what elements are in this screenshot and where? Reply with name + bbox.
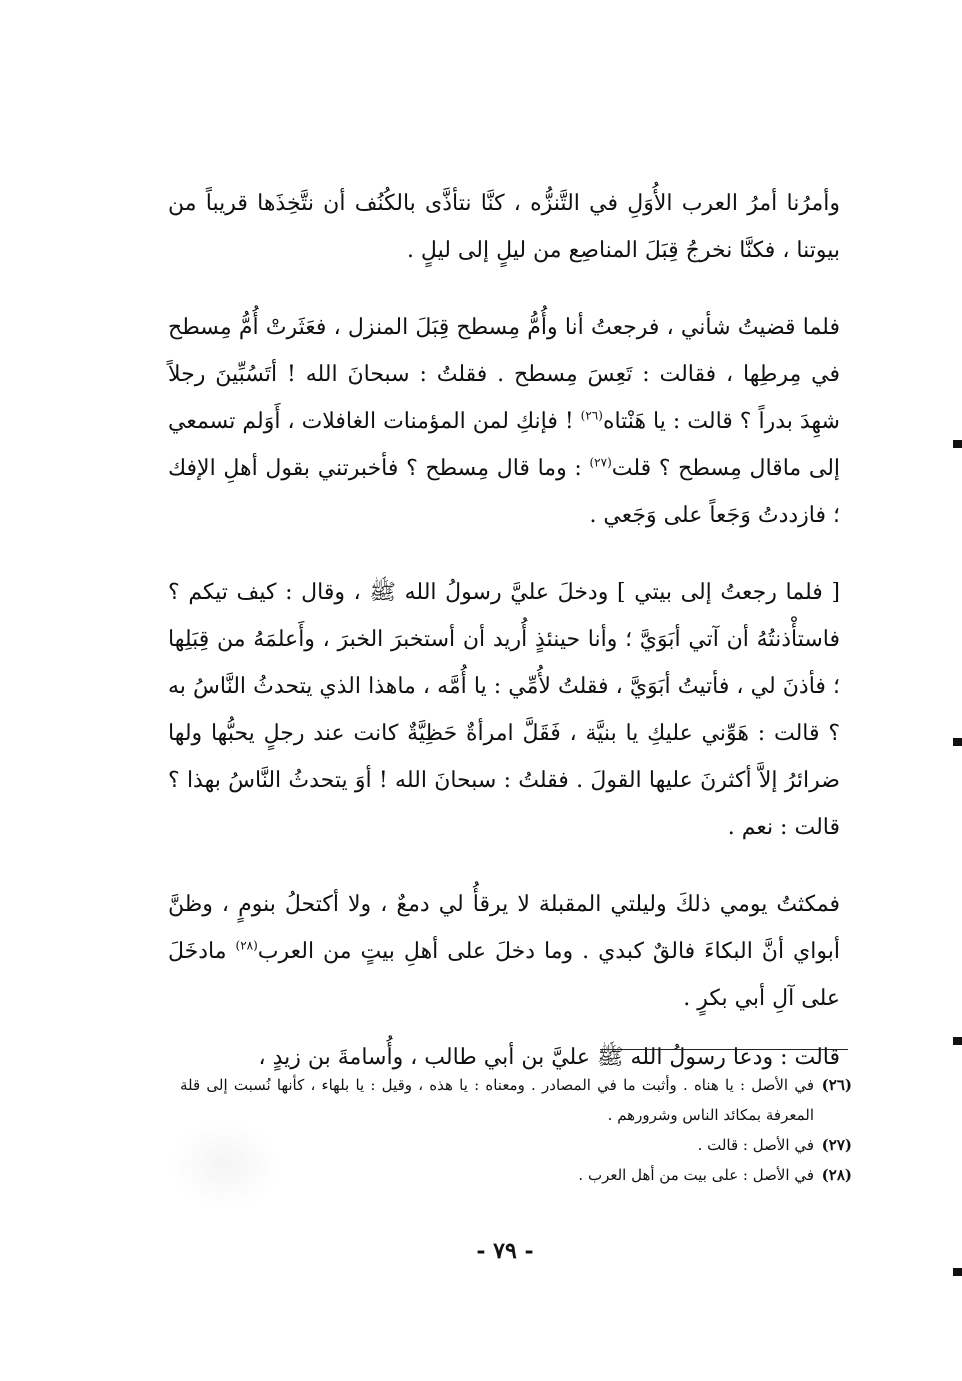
footnote-text: في الأصل : قالت . bbox=[697, 1136, 814, 1154]
footnote-26 bbox=[180, 1070, 852, 1130]
paragraph-text: مادخَلَ على آلِ أبي بكرٍ . bbox=[168, 939, 840, 1011]
edge-mark bbox=[953, 738, 962, 746]
edge-mark bbox=[953, 1268, 962, 1276]
paragraph-text: [ فلما رجعتُ إلى بيتي ] ودخلَ عليَّ رسولُ الله ﷺ ، وقال : كيف تيكم ؟ فاستأْذنتُهُ أن آتي أبَوَيَّ ؛ وأنا حينئذٍ أُريد أن أستخبرَ الخبرَ ، وأَعلمَهُ من قِبَلِها ؛ فأذنَ لي ، فأتيتُ أبَوَيَّ ، فقلتُ لأُمِّي : يا أُمَّه ، ماهذا الذي يتحدثُ النَّاسُ به ؟ قالت : هَوِّني عليكِ يا بنيَّة ، فَقَلَّ امرأةٌ حَظِيَّةٌ كانت عند رجلٍ يحبُّها ولها ضرائرُ إلاَّ أكثرنَ عليها القولَ . فقلتُ : سبحانَ الله ! أوَ يتحدثُ النَّاسُ بهذا ؟ قالت : نعم . bbox=[168, 580, 840, 840]
paragraph-3 bbox=[168, 569, 840, 851]
paragraph-text: : وما قال مِسطح ؟ فأخبرتني بقول أهلِ الإفك ؛ فازددتُ وَجَعاً على وَجَعي . bbox=[168, 456, 840, 528]
main-text bbox=[168, 180, 840, 1081]
paragraph-text: ! فإنكِ لمن المؤمنات الغافلات ، أَوَلم تسمعي إلى ماقال مِسطح ؟ قلت bbox=[168, 409, 841, 481]
footnote-ref-26[interactable]: (٢٦) bbox=[580, 408, 603, 423]
footnote-ref-28[interactable]: (٢٨) bbox=[235, 938, 258, 953]
footnotes bbox=[180, 1070, 852, 1190]
footnote-text: في الأصل : يا هناه . وأثبت ما في المصادر . ومعناه : يا هذه ، وقيل : يا بلهاء ، كأنها نُسبت إلى قلة المعرفة بمكائد الناس وشرورهم . bbox=[180, 1076, 814, 1124]
paragraph-1 bbox=[168, 180, 840, 274]
paragraph-text: فمكثتُ يومي ذلكَ وليلتي المقبلة لا يرقأُ لي دمعٌ ، ولا أكتحلُ بنومٍ ، وظنَّ أبواي أنَّ البكاءَ فالقٌ كبدي . وما دخلَ على أهلِ بيتٍ من العرب bbox=[168, 892, 840, 964]
page-number: - ٧٩ - bbox=[476, 1238, 534, 1264]
scan-smudge bbox=[170, 1120, 280, 1210]
footnote-27 bbox=[180, 1130, 852, 1160]
footnote-text: في الأصل : على بيت من أهل العرب . bbox=[578, 1166, 814, 1184]
footnote-separator bbox=[600, 1049, 848, 1050]
footnote-28 bbox=[180, 1160, 852, 1190]
edge-mark bbox=[953, 440, 962, 448]
paragraph-text: فلما قضيتُ شأني ، فرجعتُ أنا وأُمُّ مِسطح قِبَلَ المنزل ، فعَثَرتْ أُمُّ مِسطح في مِرطِها ، فقالت : تَعِسَ مِسطح . فقلتُ : سبحانَ الله ! أتَسُبِّينَ رجلاً شهِدَ بدراً ؟ قالت : يا هَنْتاه bbox=[168, 315, 840, 434]
edge-mark bbox=[953, 1037, 962, 1045]
footnote-ref-27[interactable]: (٢٧) bbox=[589, 455, 612, 470]
paragraph-4 bbox=[168, 881, 840, 1022]
paragraph-text: وأمرُنا أمرُ العرب الأُوَلِ في التَّنزُّه ، كنَّا نتأذَّى بالكُنُف أن نتَّخِذَها قريباً من بيوتنا ، فكنَّا نخرجُ قِبَلَ المناصِع من ليلٍ إلى ليلٍ . bbox=[168, 191, 840, 263]
footnote-number: (٢٦) bbox=[821, 1076, 852, 1094]
footnote-number: (٢٨) bbox=[821, 1166, 852, 1184]
footnote-number: (٢٧) bbox=[821, 1136, 852, 1154]
paragraph-2 bbox=[168, 304, 840, 539]
paragraph-text: قالت : ودعا رسولُ الله ﷺ عليَّ بن أبي طالب ، وأُسامةَ بن زيدٍ ، bbox=[258, 1045, 840, 1070]
